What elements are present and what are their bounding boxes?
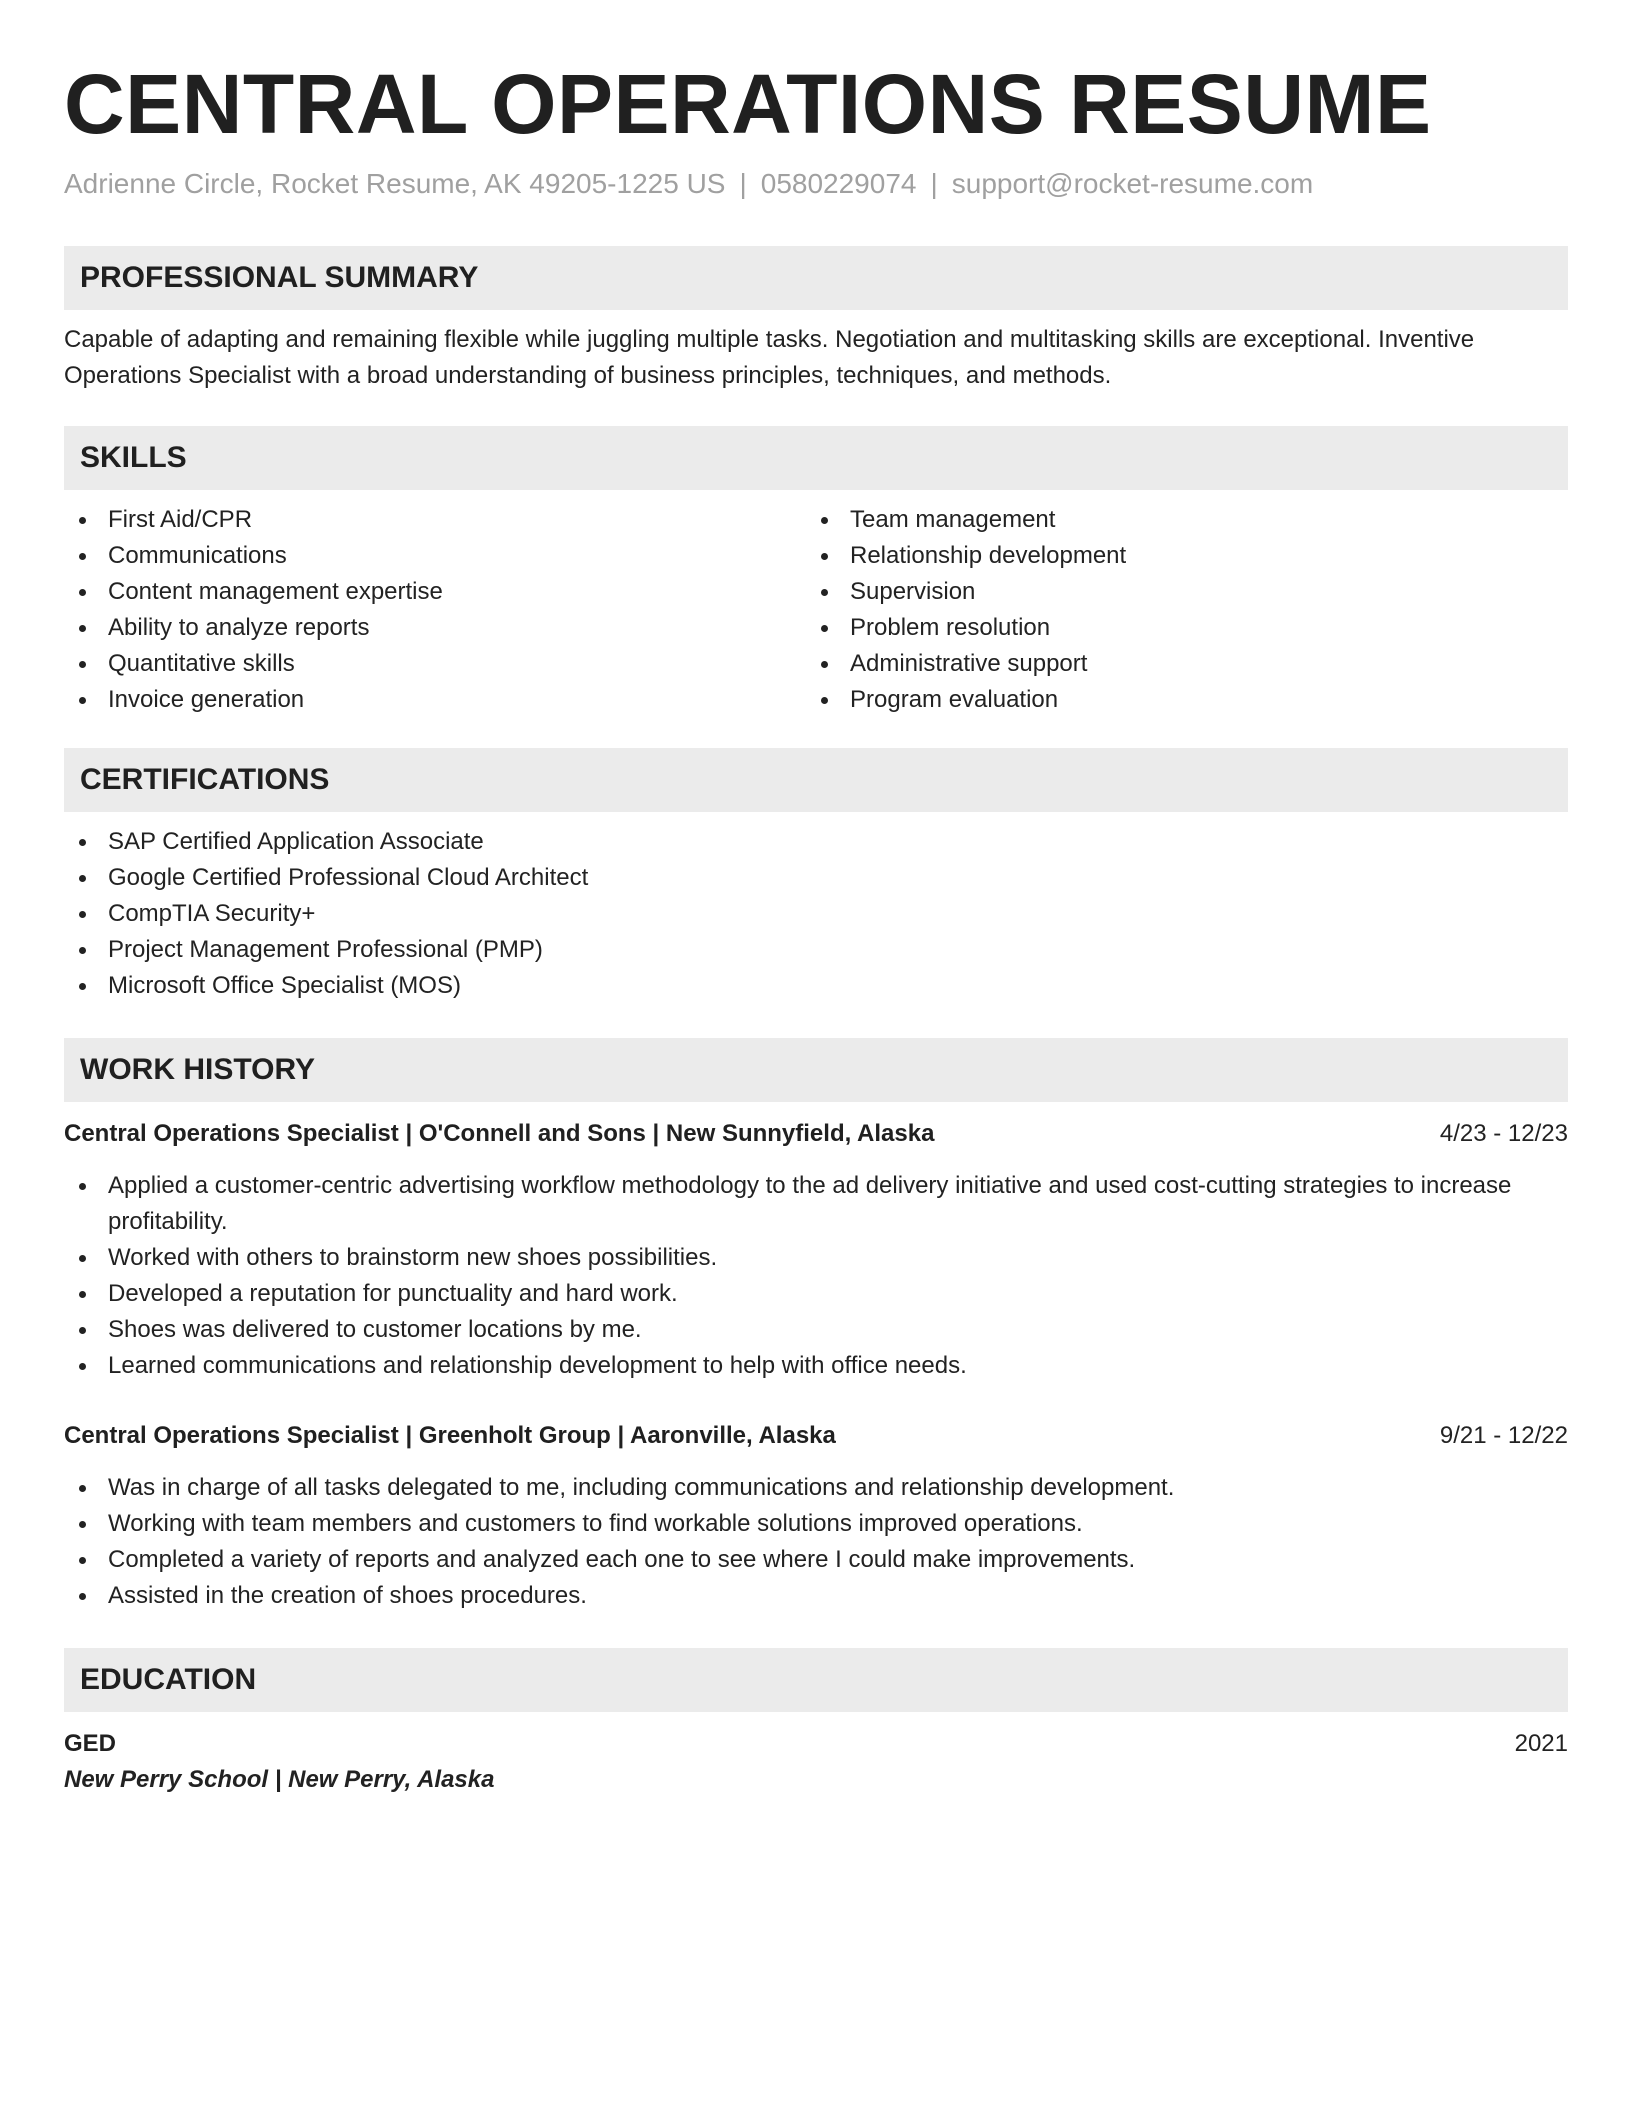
skill-item: Communications xyxy=(64,538,806,574)
certifications-heading: CERTIFICATIONS xyxy=(64,748,1568,812)
education-header xyxy=(64,1726,1568,1762)
job-title: Central Operations Specialist | Greenholt Group | Aaronville, Alaska xyxy=(64,1422,836,1449)
resume-title: CENTRAL OPERATIONS RESUME xyxy=(64,57,1432,151)
education-heading: EDUCATION xyxy=(64,1648,1568,1712)
skill-item: Team management xyxy=(806,502,1548,538)
skill-item: Relationship development xyxy=(806,538,1548,574)
contact-phone: 0580229074 xyxy=(760,168,917,199)
job-bullet: Working with team members and customers to find workable solutions improved operations. xyxy=(64,1506,1568,1542)
skill-item: First Aid/CPR xyxy=(64,502,806,538)
job-entry xyxy=(64,1418,1568,1614)
job-dates: 9/21 - 12/22 xyxy=(1439,1422,1568,1449)
skill-item: Supervision xyxy=(806,574,1548,610)
skill-item: Program evaluation xyxy=(806,682,1548,718)
certifications-list xyxy=(64,824,1568,1004)
education-entry xyxy=(64,1726,1568,1798)
job-bullet: Learned communications and relationship development to help with office needs. xyxy=(64,1348,1568,1384)
job-bullet: Worked with others to brainstorm new shoes possibilities. xyxy=(64,1240,1568,1276)
contact-separator: | xyxy=(739,168,747,199)
education-school: New Perry School | New Perry, Alaska xyxy=(64,1766,495,1793)
certification-item: Microsoft Office Specialist (MOS) xyxy=(64,968,1568,1004)
work-history-heading: WORK HISTORY xyxy=(64,1038,1568,1102)
resume-page xyxy=(64,56,1568,1798)
skills-column-left xyxy=(64,502,806,718)
job-bullet: Assisted in the creation of shoes procedures. xyxy=(64,1578,1568,1614)
certification-item: CompTIA Security+ xyxy=(64,896,1568,932)
skills-heading: SKILLS xyxy=(64,426,1568,490)
job-bullet: Was in charge of all tasks delegated to me, including communications and relationship development. xyxy=(64,1470,1568,1506)
contact-address: Adrienne Circle, Rocket Resume, AK 49205-1225 US xyxy=(64,168,726,199)
job-bullet: Developed a reputation for punctuality and hard work. xyxy=(64,1276,1568,1312)
certification-item: Project Management Professional (PMP) xyxy=(64,932,1568,968)
skill-item: Invoice generation xyxy=(64,682,806,718)
job-header xyxy=(64,1116,1568,1152)
job-bullets xyxy=(64,1470,1568,1614)
education-degree: GED xyxy=(64,1730,117,1757)
job-header xyxy=(64,1418,1568,1454)
job-bullet: Completed a variety of reports and analyzed each one to see where I could make improvements. xyxy=(64,1542,1568,1578)
contact-email: support@rocket-resume.com xyxy=(951,168,1314,199)
job-entry xyxy=(64,1116,1568,1384)
education-year: 2021 xyxy=(1514,1730,1568,1757)
summary-heading: PROFESSIONAL SUMMARY xyxy=(64,246,1568,310)
skill-item: Ability to analyze reports xyxy=(64,610,806,646)
job-bullet: Applied a customer-centric advertising workflow methodology to the ad delivery initiative and used cost-cutting strategies to increase profitability. xyxy=(64,1168,1568,1240)
skill-item: Content management expertise xyxy=(64,574,806,610)
job-dates: 4/23 - 12/23 xyxy=(1439,1120,1568,1147)
contact-line xyxy=(64,166,1568,202)
contact-separator: | xyxy=(930,168,938,199)
job-bullets xyxy=(64,1168,1568,1384)
skill-item: Administrative support xyxy=(806,646,1548,682)
job-title: Central Operations Specialist | O'Connell and Sons | New Sunnyfield, Alaska xyxy=(64,1120,935,1147)
skills-column-right xyxy=(806,502,1548,718)
skill-item: Quantitative skills xyxy=(64,646,806,682)
certification-item: SAP Certified Application Associate xyxy=(64,824,1568,860)
skill-item: Problem resolution xyxy=(806,610,1548,646)
job-bullet: Shoes was delivered to customer locations by me. xyxy=(64,1312,1568,1348)
summary-text: Capable of adapting and remaining flexible while juggling multiple tasks. Negotiation and multitasking skills are exceptional. Inventive Operations Specialist with a broad understanding of business principles, techniques, and methods. xyxy=(64,326,1475,389)
certification-item: Google Certified Professional Cloud Architect xyxy=(64,860,1568,896)
skills-list xyxy=(64,502,1568,718)
